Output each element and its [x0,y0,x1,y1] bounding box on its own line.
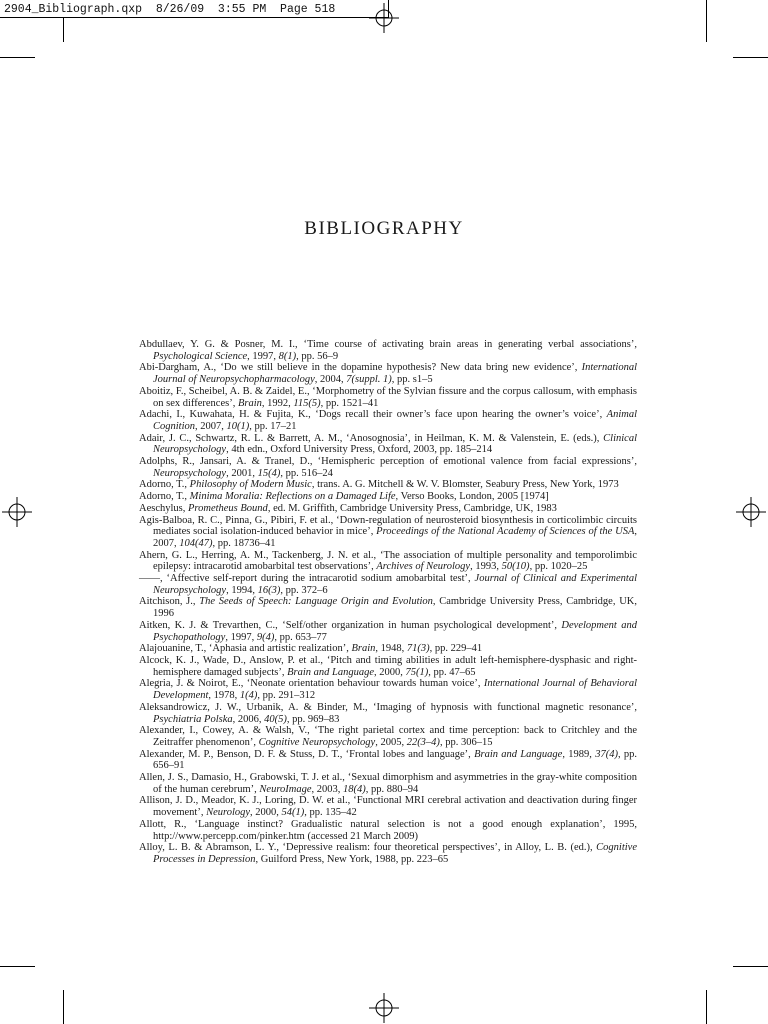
entry-italic-text: Neuropsychology [153,467,227,479]
entry-text: , pp. 17–21 [249,420,297,432]
crop-mark-top-right-v [706,0,707,42]
entry-text: Adachi, I., Kuwahata, H. & Fujita, K., ‘Dogs recall their owner’s face upon hearing the owner’s voice’, [139,409,607,421]
entry-italic-text: NeuroImage [259,783,312,795]
entry-italic-text: 9(4) [256,631,275,643]
entry-text: , 2000, [250,807,282,819]
entry-text: , pp. 56–9 [296,350,339,362]
entry-italic-text: Journal of Clinical and Experimental Neuropsychology [153,573,637,596]
entry-italic-text: 50(10) [501,561,530,573]
crop-mark-bottom-right-v [706,990,707,1024]
bibliography-entry [139,725,637,748]
entry-italic-text: 1(4) [239,690,258,702]
entry-text: , pp. 135–42 [304,807,357,819]
entry-text: Aeschylus, [139,502,188,514]
bibliography-entry [139,596,637,619]
bibliography-entry [139,772,637,795]
entry-text: Alexander, M. P., Benson, D. F. & Stuss, D. T., ‘Frontal lobes and language’, [139,748,475,760]
entry-italic-text: Brain [351,643,376,655]
bibliography-entry [139,491,637,503]
bibliography-entry [139,702,637,725]
bibliography-entry [139,749,637,772]
entry-italic-text: 18(4) [343,783,366,795]
entry-italic-text: Psychiatria Polska [153,713,233,725]
registration-mark-right-icon [736,497,766,527]
entry-text: , 1992, [261,397,294,409]
entry-italic-text: Cognitive Processes in Depression [153,842,637,865]
entry-italic-text: Brain and Language [287,666,375,678]
bibliography-entry [139,409,637,432]
registration-mark-top-icon [369,3,399,33]
entry-italic-text: Cognitive Neuropsychology [258,736,376,748]
entry-text: , Guilford Press, New York, 1988, pp. 223–65 [255,853,449,865]
entry-text: , 2003, [311,783,344,795]
entry-text: Adair, J. C., Schwartz, R. L. & Barrett, A. M., ‘Anosognosia’, in Heilman, K. M. & Valenstein, E. (eds.), [139,432,604,444]
registration-mark-bottom-icon [369,993,399,1023]
entry-text: Adorno, T., [139,491,190,503]
entry-text: Adolphs, R., Jansari, A. & Tranel, D., ‘Hemispheric perception of emotional valence from facial expressions’, [139,456,637,468]
entry-italic-text: Archives of Neurology [376,561,471,573]
entry-text: , 1989, [562,748,596,760]
entry-text: , 2007, [195,420,227,432]
entry-text: , pp. 229–41 [429,643,483,655]
entry-italic-text: Proceedings of the National Academy of Sciences of the USA [376,526,635,538]
entry-text: , 2007, [153,526,638,549]
entry-italic-text: Neurology [206,807,251,819]
entry-text: Allen, J. S., Damasio, H., Grabowski, T. J. et al., ‘Sexual dimorphism and asymmetries in the gray-white composition of the human cerebrum’, [139,772,637,795]
entry-text: , pp. 969–83 [286,713,340,725]
entry-text: , 1948, [375,643,407,655]
bibliography-entry [139,678,637,701]
entry-text: , 2006, [232,713,265,725]
crop-mark-top-left-v [63,18,64,42]
entry-text: Aitchison, J., [139,596,200,608]
entry-text: , 2004, [314,374,347,386]
entry-text: Alloy, L. B. & Abramson, L. Y., ‘Depressive realism: four theoretical perspectives’, in Alloy, L. B. (ed.), [139,842,597,854]
entry-italic-text: 15(4) [257,467,281,479]
entry-italic-text: 115(5) [293,397,321,409]
entry-italic-text: The Seeds of Speech: Language Origin and Evolution [199,596,433,608]
entry-italic-text: Minima Moralia: Reflections on a Damaged Life [189,491,396,503]
entry-text: Alajouanine, T., ‘Aphasia and artistic realization’, [139,643,352,655]
bibliography-entry [139,479,637,491]
entry-text: , ed. M. Griffith, Cambridge University Press, Cambridge, UK, 1983 [267,502,557,514]
entry-text: Alcock, K. J., Wade, D., Anslow, P. et al., ‘Pitch and timing abilities in adult left-hemisphere-dysphasic and right-hemisphere damaged subjects’, [139,654,637,678]
entry-text: , pp. 516–24 [280,467,333,479]
entry-italic-text: 7(suppl. 1) [346,374,392,386]
entry-text: Agis-Balboa, R. C., Pinna, G., Pibiri, F. et al., ‘Down-regulation of neurosteroid biosynthesis in corticolimbic circuits mediates social isolation-induced behavior in mice’, [139,514,637,538]
entry-italic-text: 75(1) [405,666,429,678]
entry-italic-text: Clinical Neuropsychology [153,432,637,456]
entry-text: Abdullaev, Y. G. & Posner, M. I., ‘Time course of activating brain areas in generating verbal associations’, [139,339,637,350]
bibliography-entry [139,362,637,385]
entry-italic-text: 54(1) [281,807,305,819]
entry-text: , trans. A. G. Mitchell & W. V. Blomster, Seabury Press, New York, 1973 [311,479,619,491]
bibliography-entry [139,433,637,456]
file-slug: 2904_Bibliograph.qxp 8/26/09 3:55 PM Page 518 [4,3,336,16]
entry-italic-text: Brain and Language [474,748,563,760]
bibliography-list [139,339,637,866]
entry-text: , pp. 306–15 [439,736,493,748]
entry-text: Abi-Dargham, A., ‘Do we still believe in the dopamine hypothesis? New data bring new evidence’, [139,362,582,374]
entry-text: , 1997, [225,631,257,643]
bibliography-entry [139,339,637,362]
entry-text: , pp. 656–91 [153,748,638,772]
entry-italic-text: 10(1) [226,420,250,432]
entry-text: Alexander, I., Cowey, A. & Walsh, V., ‘The right parietal cortex and time perception: back to Critchley and the Zeitraffer phenomenon’, [139,725,637,748]
entry-italic-text: Philosophy of Modern Music [189,479,312,491]
entry-text: , pp. 880–94 [365,783,419,795]
entry-italic-text: Prometheus Bound [188,502,268,514]
bibliography-entry [139,643,637,655]
entry-text: Aleksandrowicz, J. W., Urbanik, A. & Binder, M., ‘Imaging of hypnosis with functional magnetic resonance’, [139,701,637,713]
bibliography-entry [139,655,637,678]
entry-italic-text: 22(3–4) [406,736,440,748]
entry-text: , Verso Books, London, 2005 [1974] [395,491,549,503]
entry-text: Allison, J. D., Meador, K. J., Loring, D. W. et al., ‘Functional MRI cerebral activation and deactivation during finger movement’, [139,795,637,819]
crop-mark-top-right-h [733,57,768,58]
bibliography-entry [139,550,637,573]
entry-text: , pp. s1–5 [391,374,433,386]
entry-text: , 2000, [374,666,406,678]
entry-text: , pp. 1521–41 [320,397,379,409]
entry-italic-text: International Journal of Neuropsychopharmacology [153,362,637,386]
entry-text: Aboitiz, F., Scheibel, A. B. & Zaidel, E., ‘Morphometry of the Sylvian fissure and the corpus callosum, with emphasis on sex differences’, [139,385,637,409]
bibliography-entry [139,515,637,550]
entry-italic-text: International Journal of Behavioral Development [153,678,637,702]
entry-text: , pp. 18736–41 [212,537,276,549]
bibliography-entry [139,456,637,479]
registration-mark-left-icon [2,497,32,527]
entry-italic-text: 8(1) [278,350,297,362]
bibliography-entry [139,503,637,515]
crop-mark-bottom-right-h [733,966,768,967]
bibliography-entry [139,620,637,643]
entry-italic-text: 16(3) [257,584,281,596]
entry-text: , pp. 372–6 [280,584,328,596]
entry-italic-text: 40(5) [264,713,287,725]
entry-text: Aitken, K. J. & Trevarthen, C., ‘Self/other organization in human psychological development’, [139,619,562,631]
entry-text: Adorno, T., [139,479,190,491]
crop-mark-top-left-h [0,57,35,58]
entry-text: Alegria, J. & Noirot, E., ‘Neonate orientation behaviour towards human voice’, [139,678,484,690]
entry-text: , 4th edn., Oxford University Press, Oxford, 2003, pp. 185–214 [226,444,493,456]
entry-text: , 2005, [375,736,407,748]
entry-text: Ahern, G. L., Herring, A. M., Tackenberg, J. N. et al., ‘The association of multiple personality and temporolimbic epilepsy: intracarotid amobarbital test observations’, [139,549,637,573]
entry-text: , 1978, [208,690,240,702]
entry-text: , 2001, [226,467,258,479]
entry-italic-text: Brain [237,397,262,409]
bibliography-entry [139,842,637,865]
entry-text: , 1993, [470,561,502,573]
entry-italic-text: Development and Psychopathology [153,619,637,643]
entry-italic-text: 37(4) [595,748,618,760]
entry-text: , Cambridge University Press, Cambridge, UK, 1996 [153,596,637,620]
crop-mark-bottom-left-v [63,990,64,1024]
entry-text: , pp. 291–312 [257,690,316,702]
bibliography-entry [139,819,637,842]
entry-text: ——, ‘Affective self-report during the intracarotid sodium amobarbital test’, [139,573,475,585]
bibliography-entry [139,573,637,596]
entry-text: , 1997, [247,350,279,362]
entry-text: Allott, R., ‘Language instinct? Gradualistic natural selection is not a good enough explanation’, 1995, http://www.percepp.com/pinker.htm (accessed 21 March 2009) [139,818,637,842]
entry-italic-text: 104(47) [179,537,213,549]
entry-text: , pp. 653–77 [274,631,327,643]
entry-italic-text: 71(3) [406,643,430,655]
entry-italic-text: Animal Cognition [153,409,637,432]
crop-mark-bottom-left-h [0,966,35,967]
bibliography-entry [139,386,637,409]
page-title: BIBLIOGRAPHY [304,217,464,239]
entry-text: , pp. 1020–25 [529,561,588,573]
entry-text: , pp. 47–65 [428,666,476,678]
entry-text: , 1994, [226,584,258,596]
entry-italic-text: Psychological Science [153,350,248,362]
bibliography-entry [139,795,637,818]
